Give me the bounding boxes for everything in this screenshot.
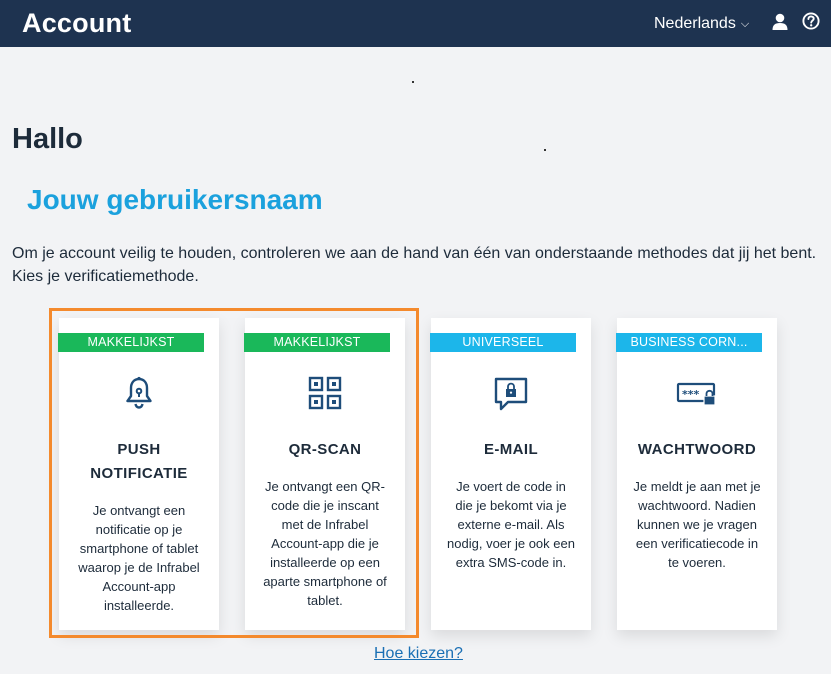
method-title: QR-SCAN [288, 441, 362, 458]
how-to-choose-link[interactable]: Hoe kiezen? [374, 645, 463, 662]
method-title: WACHTWOORD [637, 441, 757, 458]
stray-dot [412, 81, 414, 83]
method-description: Je voert de code in die je bekomt via je externe e-mail. Als nodig, voer je ook een extra SMS-code in. [447, 479, 575, 570]
method-description: Je ontvangt een QR-code die je inscant met de Infrabel Account-app die je installeerde op een aparte smartphone of tablet. [263, 479, 387, 608]
method-description: Je ontvangt een notificatie op je smartphone of tablet waarop je de Infrabel Account-app installeerde. [78, 503, 200, 613]
badge-universal: UNIVERSEEL [430, 333, 576, 352]
method-description: Je meldt je aan met je wachtwoord. Nadien kunnen we je vragen een verificatiecode in te voeren. [633, 479, 761, 570]
badge-business-corner: BUSINESS CORN... [616, 333, 762, 352]
email-lock-icon [431, 376, 591, 412]
badge-easiest: MAKKELIJKST [244, 333, 390, 352]
help-icon[interactable] [802, 12, 820, 30]
top-bar [0, 0, 831, 47]
method-card-password[interactable] [617, 318, 777, 630]
method-title-line-2: NOTIFICATIE [90, 465, 188, 482]
method-title-line-1: PUSH [117, 441, 161, 458]
greeting-heading: Hallo [12, 123, 83, 155]
username-heading: Jouw gebruikersnaam [27, 184, 323, 215]
language-label: Nederlands [654, 15, 736, 32]
language-selector[interactable] [654, 15, 749, 33]
intro-line-1: Om je account veilig te houden, controleren we aan de hand van één van onderstaande methodes dat jij het bent. [12, 245, 817, 262]
method-title: E-MAIL [483, 441, 539, 458]
chevron-down-icon: ⌵ [740, 18, 750, 30]
password-icon [617, 376, 777, 412]
svg-text:***: *** [682, 388, 700, 401]
app-title: Account [22, 8, 132, 38]
intro-line-2: Kies je verificatiemethode. [12, 268, 199, 285]
intro-text [12, 242, 827, 288]
user-icon[interactable] [772, 13, 788, 31]
stray-dot [544, 149, 546, 151]
badge-easiest: MAKKELIJKST [58, 333, 204, 352]
selection-highlight [49, 308, 419, 638]
method-card-email[interactable] [431, 318, 591, 630]
